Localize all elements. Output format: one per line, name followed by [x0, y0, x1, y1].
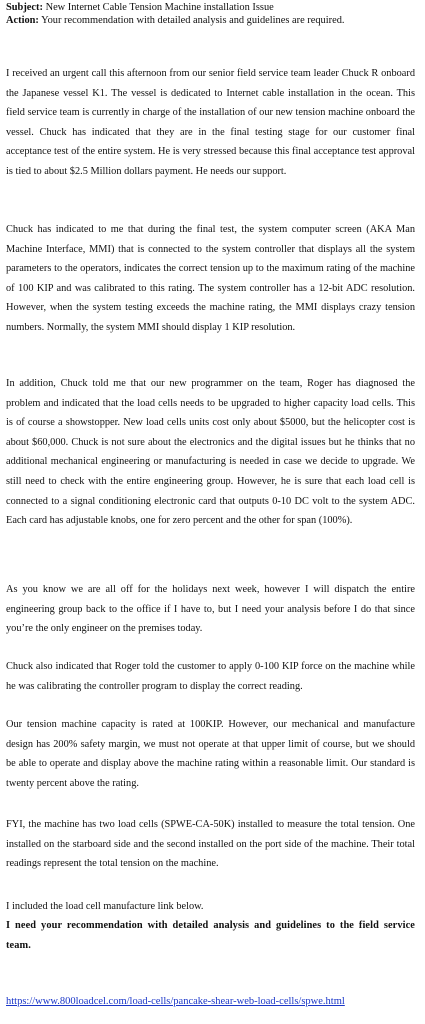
paragraph-mmi-issue: Chuck has indicated to me that during the final test, the system computer screen (AKA Man Machine Interface, MMI) that is connected to the system controller that displays all the system parameters to the operators, indicates the correct tension up to the maximum rating of the machine of 100 KIP and was calibrated to this rating. The system controller has a 12-bit ADC resolution. However, when the system testing exceeds the machine rating, the MMI displays crazy tension numbers. Normally, the system MMI should display 1 KIP resolution. — [6, 224, 415, 333]
subject-line — [6, 1, 421, 14]
action-label: Action: — [6, 15, 39, 26]
paragraph-link-intro: I included the load cell manufacture link below. — [6, 901, 204, 912]
paragraph-holidays: As you know we are all off for the holidays next week, however I will dispatch the entire engineering group back to the office if I have to, but I need your analysis before I do that since you’re the only engineer on the premises today. — [6, 584, 415, 635]
paragraph-roger-diagnosis: In addition, Chuck told me that our new programmer on the team, Roger has diagnosed the problem and indicated that the load cells needs to be upgraded to higher capacity load cells. This is of course a showstopper. New load cells units cost only about $5000, but the helicopter cost is about $60,000. Chuck is not sure about the electronics and the digital issues but he thinks that no additional mechanical engineering or manufacturing is needed in case we decide to upgrade. We still need to check with the entire engineering group. However, he is sure that each load cell is connected to a signal conditioning electronic card that outputs 0-10 DC volt to the system ADC. Each card has adjustable knobs, one for zero percent and the other for span (100%). — [6, 378, 415, 527]
action-line — [6, 14, 421, 27]
paragraph-capacity: Our tension machine capacity is rated at 100KIP. However, our mechanical and manufacture design has 200% safety margin, we must not operate at that upper limit of course, but we should be able to operate and display above the machine rating within a reasonable limit. Our standard is twenty percent above the rating. — [6, 719, 415, 789]
paragraph-calibration: Chuck also indicated that Roger told the customer to apply 0-100 KIP force on the machine while he was calibrating the controller program to display the correct reading. — [6, 661, 415, 692]
paragraph-urgent-call: I received an urgent call this afternoon from our senior field service team leader Chuck R onboard the Japanese vessel K1. The vessel is dedicated to Internet cable installation in the ocean. This field service team is currently in charge of the installation of our new tension machine onboard the vessel. Chuck has indicated that they are in the final testing stage for our customer final acceptance test of the entire system. He is very stressed because this final acceptance test approval is tied to about $2.5 Million dollars payment. He needs our support. — [6, 68, 415, 177]
subject-label: Subject: — [6, 2, 43, 13]
action-text: Your recommendation with detailed analysis and guidelines are required. — [41, 15, 345, 26]
paragraph-load-cells: FYI, the machine has two load cells (SPWE-CA-50K) installed to measure the total tension. One installed on the starboard side and the second installed on the port side of the machine. Their total readings represent the total tension on the machine. — [6, 819, 415, 870]
load-cell-link[interactable]: https://www.800loadcel.com/load-cells/pancake-shear-web-load-cells/spwe.html — [6, 996, 345, 1007]
paragraph-request: I need your recommendation with detailed analysis and guidelines to the field service team. — [6, 920, 415, 951]
subject-text: New Internet Cable Tension Machine installation Issue — [45, 2, 274, 13]
